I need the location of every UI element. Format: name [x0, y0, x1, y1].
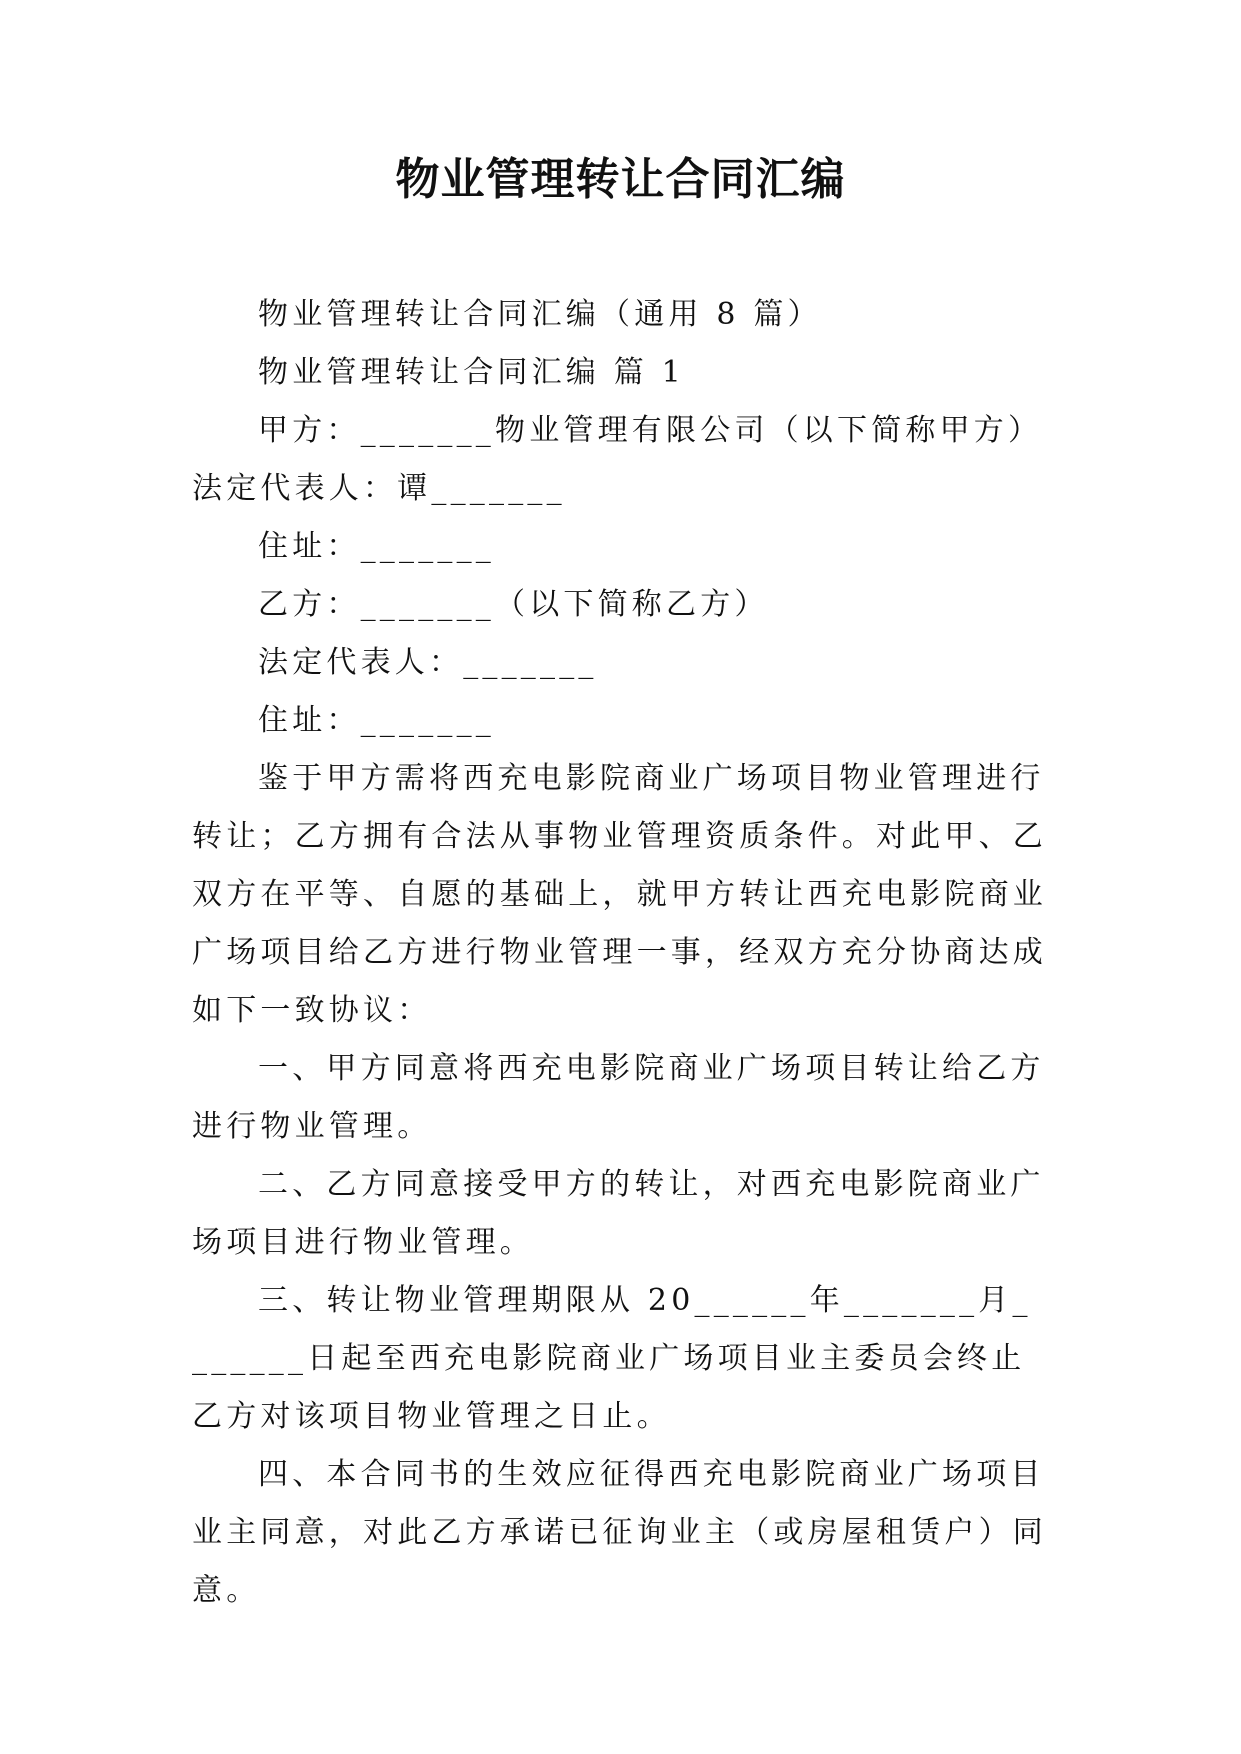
paragraph-party-a-address: 住址：_______ — [258, 529, 495, 564]
paragraph-preamble: 鉴于甲方需将西充电影院商业广场项目物业管理进行转让；乙方拥有合法从事物业管理资质条件。对此甲、乙双方在平等、自愿的基础上，就甲方转让西充电影院商业广场项目给乙方进行物业管理一事，经双方充分协商达成如下一致协议： — [192, 761, 1047, 1028]
document-title: 物业管理转让合同汇编 — [395, 154, 846, 205]
paragraph-clause-1: 一、甲方同意将西充电影院商业广场项目转让给乙方进行物业管理。 — [192, 1051, 1045, 1144]
paragraph-party-a: 甲方：_______物业管理有限公司（以下简称甲方）法定代表人：谭_______ — [192, 413, 1043, 506]
paragraph-subtitle: 物业管理转让合同汇编（通用 8 篇） — [258, 297, 822, 332]
paragraph-clause-4: 四、本合同书的生效应征得西充电影院商业广场项目业主同意，对此乙方承诺已征询业主（或房屋租赁户）同意。 — [192, 1457, 1047, 1608]
document-body — [192, 286, 1048, 1620]
paragraph-section-heading: 物业管理转让合同汇编 篇 1 — [258, 355, 685, 390]
paragraph-party-b-representative: 法定代表人：_______ — [258, 645, 598, 680]
paragraph-party-b: 乙方：_______（以下简称乙方） — [258, 587, 769, 622]
paragraph-clause-3: 三、转让物业管理期限从 20______年_______月_______日起至西充电影院商业广场项目业主委员会终止乙方对该项目物业管理之日止。 — [192, 1283, 1032, 1434]
paragraph-party-b-address: 住址：_______ — [258, 703, 495, 738]
paragraph-clause-2: 二、乙方同意接受甲方的转让，对西充电影院商业广场项目进行物业管理。 — [192, 1167, 1045, 1260]
